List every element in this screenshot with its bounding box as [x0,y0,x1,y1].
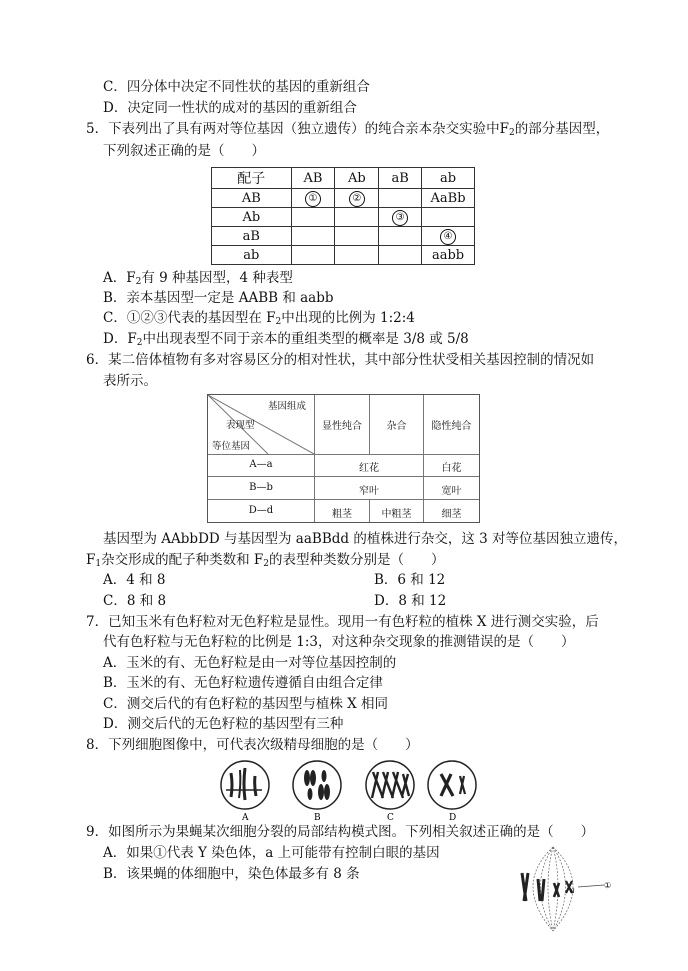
label-b: B [314,813,321,822]
q9-option-a: A．如果①代表 Y 染色体，a 上可能带有控制白眼的基因 [103,845,440,861]
q5-option-b: B．亲本基因型一定是 AABB 和 aabb [103,290,334,306]
q4-option-c: C．四分体中决定不同性状的基因的重新组合 [103,79,370,95]
label-c: C [387,813,394,822]
q6-trait-table [207,394,480,523]
table-cell: ab [212,246,292,265]
table-header-cell: Ab [335,168,379,189]
q5-option-d: D．$F_2$中出现表型不同于亲本的重组类型的概率是 3/8 或 5/8 [103,331,469,348]
table-header-cell: AB [291,168,335,189]
q5-option-a: A．$F_2$有 9 种基因型，4 种表型 [103,270,293,287]
q9-stem: 9．如图所示为果蝇某次细胞分裂的局部结构模式图。下列相关叙述正确的是（ ） [86,824,595,840]
table-cell: aabb [422,246,475,265]
table-row [212,189,475,208]
col-header-dominant: 显性纯合 [322,421,362,432]
diag-label-phenotype: 表现型 [226,420,255,431]
table-row [212,227,475,246]
q4-option-d: D．决定同一性状的成对的基因的重新组合 [103,100,357,116]
circled-number: ① [305,191,321,207]
q5-option-c: C．①②③代表的基因型在 $F_2$中出现的比例为 1:2:4 [103,310,415,327]
q5-stem-line2: 下列叙述正确的是（ ） [103,143,265,159]
diag-label-allele: 等位基因 [212,441,251,452]
table-cell [291,227,335,246]
table-cell [379,227,422,246]
table-cell [422,227,475,246]
q6-paragraph-line2: $F_1$杂交形成的配子种类数和 $F_2$的表型种类数分别是（ ） [86,552,445,569]
q6-option-c: C．8 和 8 [103,593,167,609]
q6-stem-line2: 表所示。 [103,373,157,389]
label-1: ① [604,881,612,890]
q7-option-c: C．测交后代的有色籽粒的基因型与植株 X 相同 [103,696,389,712]
table-cell [335,227,379,246]
diag-label-genotype: 基因组成 [268,401,307,412]
recessive-cell: 白花 [441,463,462,474]
table-cell: aB [212,227,292,246]
table-header-cell: ab [422,168,475,189]
q9-option-b: B．该果蝇的体细胞中，染色体最多有 8 条 [103,866,360,882]
recessive-cell: 宽叶 [441,486,462,497]
q7-option-b: B．玉米的有、无色籽粒遗传遵循自由组合定律 [103,675,383,691]
col-header-recessive: 隐性纯合 [431,421,472,432]
circled-number: ② [349,191,365,207]
gene-label: A—a [249,459,273,470]
q8-stem: 8．下列细胞图像中，可代表次级精母细胞的是（ ） [86,737,419,753]
q7-stem-line1: 7．已知玉米有色籽粒对无色籽粒是显性。现用一有色籽粒的植株 X 进行测交实验，后 [86,614,599,630]
table-cell [379,189,422,208]
q5-stem-line1: 5．下表列出了具有两对等位基因（独立遗传）的纯合亲本杂交实验中$F_2$的部分基因型， [86,121,610,138]
merged-cell: 窄叶 [359,486,379,497]
q6-option-d: D．8 和 12 [374,593,447,609]
table-cell [335,208,379,227]
q6-option-b: B．6 和 12 [374,572,446,588]
q8-cell-diagrams [218,756,478,822]
table-cell: AB [212,189,292,208]
table-row [212,168,475,189]
q6-stem-line1: 6．某二倍体植物有多对容易区分的相对性状，其中部分性状受相关基因控制的情况如 [86,352,595,368]
table-cell [335,246,379,265]
q9-spindle-diagram [508,845,620,933]
q7-stem-line2: 代有色籽粒与无色籽粒的比例是 1:3，对这种杂交现象的推测错误的是（ ） [103,634,575,650]
q5-genotype-table [211,167,475,265]
label-a: A [242,813,249,822]
table-cell [379,208,422,227]
table-row [212,208,475,227]
hetero-cell: 中粗茎 [381,509,412,520]
table-cell [291,189,335,208]
recessive-cell: 细茎 [441,509,462,520]
label-d: D [449,813,457,822]
gene-label: B—b [249,482,273,493]
q6-paragraph-line1: 基因型为 AAbbDD 与基因型为 aaBBdd 的植株进行杂交，这 3 对等位基因独立遗传， [103,531,627,547]
merged-cell: 红花 [359,463,379,474]
table-cell [379,246,422,265]
table-header-cell: 配子 [212,168,292,189]
table-cell [291,246,335,265]
label-a: a [570,886,575,895]
q7-option-d: D．测交后代的无色籽粒的基因型有三种 [103,716,344,732]
dominant-cell: 粗茎 [332,509,352,520]
cell-c-diagram [366,761,414,809]
circled-number: ④ [440,229,456,245]
table-cell [335,189,379,208]
table-cell: Ab [212,208,292,227]
table-header-cell: aB [379,168,422,189]
gene-label: D—d [248,505,274,516]
cell-b-diagram [293,761,341,809]
table-cell [422,208,475,227]
q7-option-a: A．玉米的有、无色籽粒是由一对等位基因控制的 [103,655,397,671]
cell-a-diagram [221,761,269,809]
table-cell [291,208,335,227]
table-row [212,246,475,265]
q6-option-a: A．4 和 8 [103,572,166,588]
circled-number: ③ [392,210,408,226]
col-header-hetero: 杂合 [386,421,407,432]
cell-d-diagram [428,761,476,809]
table-cell: AaBb [422,189,475,208]
